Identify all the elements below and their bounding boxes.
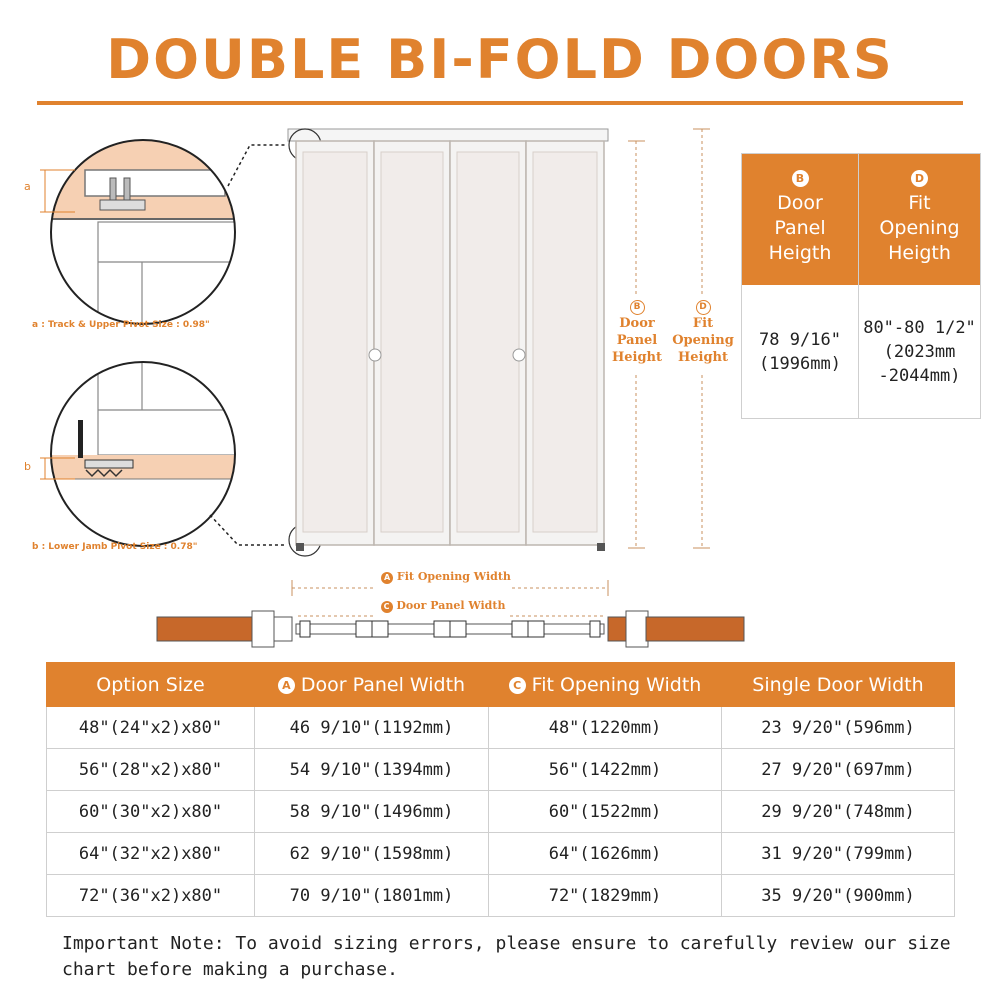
jamb-detail-circle bbox=[40, 350, 285, 560]
spec-col2-value2: (2023mm bbox=[883, 341, 956, 362]
single-door-width-cell: 27 9/20"(697mm) bbox=[722, 749, 955, 791]
option-size-cell: 72"(36"x2)x80" bbox=[47, 875, 255, 917]
fit-opening-width-cell: 60"(1522mm) bbox=[489, 791, 722, 833]
opening-height-header bbox=[859, 154, 980, 285]
badge-d-icon: D bbox=[696, 300, 711, 315]
header-door-panel-width-label: Door Panel Width bbox=[300, 673, 466, 696]
panel-height-line2: Panel bbox=[616, 333, 658, 348]
badge-b-icon: B bbox=[792, 170, 809, 187]
header-single-door-width bbox=[722, 663, 955, 707]
spec-col1-line1: Door bbox=[777, 192, 823, 214]
single-door-width-cell: 31 9/20"(799mm) bbox=[722, 833, 955, 875]
fit-opening-width-cell: 72"(1829mm) bbox=[489, 875, 722, 917]
spec-col2-value1: 80"-80 1/2" bbox=[863, 317, 976, 338]
header-option-size-label: Option Size bbox=[96, 673, 205, 696]
badge-b-icon: B bbox=[630, 300, 645, 315]
size-table bbox=[46, 662, 955, 917]
header-door-panel-width bbox=[255, 663, 489, 707]
single-door-width-cell: 23 9/20"(596mm) bbox=[722, 707, 955, 749]
plan-view bbox=[157, 611, 744, 647]
spec-col1-value1: 78 9/16" bbox=[759, 329, 841, 350]
opening-height-line2: Opening bbox=[672, 333, 734, 348]
spec-col2-line2: Opening bbox=[879, 217, 960, 239]
spec-col1-line3: Heigth bbox=[768, 242, 832, 264]
table-row bbox=[47, 833, 955, 875]
track-detail-circle bbox=[40, 130, 285, 352]
fit-opening-height-label bbox=[668, 297, 738, 366]
door-panel-width-cell: 54 9/10"(1394mm) bbox=[255, 749, 489, 791]
option-size-cell: 56"(28"x2)x80" bbox=[47, 749, 255, 791]
door-panel-width-cell: 58 9/10"(1496mm) bbox=[255, 791, 489, 833]
detail-b-caption: b : Lower Jamb Pivot Size : 0.78" bbox=[32, 542, 198, 552]
detail-a-caption: a : Track & Upper Pivot Size : 0.98" bbox=[32, 320, 210, 330]
door-panel-width-cell: 70 9/10"(1801mm) bbox=[255, 875, 489, 917]
badge-c-icon: C bbox=[509, 677, 526, 694]
detail-a-letter: a bbox=[24, 180, 31, 193]
panel-height-value bbox=[742, 285, 858, 418]
header-fit-opening-width bbox=[489, 663, 722, 707]
spec-col1-line2: Panel bbox=[774, 217, 826, 239]
panel-height-line3: Height bbox=[611, 350, 663, 365]
fit-opening-width-cell: 56"(1422mm) bbox=[489, 749, 722, 791]
size-table-header-row bbox=[47, 663, 955, 707]
badge-a-icon: A bbox=[381, 572, 393, 584]
spec-col2-line3: Heigth bbox=[888, 242, 951, 264]
spec-col2-line1: Fit bbox=[908, 192, 931, 214]
option-size-cell: 48"(24"x2)x80" bbox=[47, 707, 255, 749]
important-note: Important Note: To avoid sizing errors, please ensure to carefully review our size chart before making a purchase. bbox=[62, 933, 951, 980]
door-elevation bbox=[288, 129, 608, 556]
fit-opening-width-text: Fit Opening Width bbox=[396, 570, 511, 583]
opening-height-line3: Height bbox=[677, 350, 729, 365]
fit-opening-width-cell: 48"(1220mm) bbox=[489, 707, 722, 749]
option-size-cell: 64"(32"x2)x80" bbox=[47, 833, 255, 875]
single-door-width-cell: 35 9/20"(900mm) bbox=[722, 875, 955, 917]
table-row bbox=[47, 707, 955, 749]
detail-b-letter: b bbox=[24, 460, 31, 473]
height-spec-table bbox=[741, 153, 981, 419]
opening-height-value bbox=[859, 285, 980, 418]
spec-col1-value2: (1996mm) bbox=[759, 353, 841, 374]
opening-height-line1: Fit bbox=[692, 316, 714, 331]
table-row bbox=[47, 749, 955, 791]
page-title: DOUBLE BI-FOLD DOORS bbox=[106, 28, 894, 91]
single-door-width-cell: 29 9/20"(748mm) bbox=[722, 791, 955, 833]
header-fit-opening-width-label: Fit Opening Width bbox=[531, 673, 702, 696]
door-panel-width-label bbox=[376, 599, 510, 613]
door-panel-width-text: Door Panel Width bbox=[396, 599, 506, 612]
door-panel-width-cell: 46 9/10"(1192mm) bbox=[255, 707, 489, 749]
header-single-door-width-label: Single Door Width bbox=[752, 673, 924, 696]
badge-a-icon: A bbox=[278, 677, 295, 694]
door-panel-height-label bbox=[606, 297, 668, 366]
table-row bbox=[47, 791, 955, 833]
option-size-cell: 60"(30"x2)x80" bbox=[47, 791, 255, 833]
panel-height-line1: Door bbox=[619, 316, 655, 331]
fit-opening-width-label bbox=[376, 570, 516, 584]
badge-c-icon: C bbox=[381, 601, 393, 613]
table-row bbox=[47, 875, 955, 917]
fit-opening-width-cell: 64"(1626mm) bbox=[489, 833, 722, 875]
spec-col2-value3: -2044mm) bbox=[878, 365, 961, 386]
badge-d-icon: D bbox=[911, 170, 928, 187]
header-option-size bbox=[47, 663, 255, 707]
door-panel-width-cell: 62 9/10"(1598mm) bbox=[255, 833, 489, 875]
panel-height-header bbox=[742, 154, 858, 285]
